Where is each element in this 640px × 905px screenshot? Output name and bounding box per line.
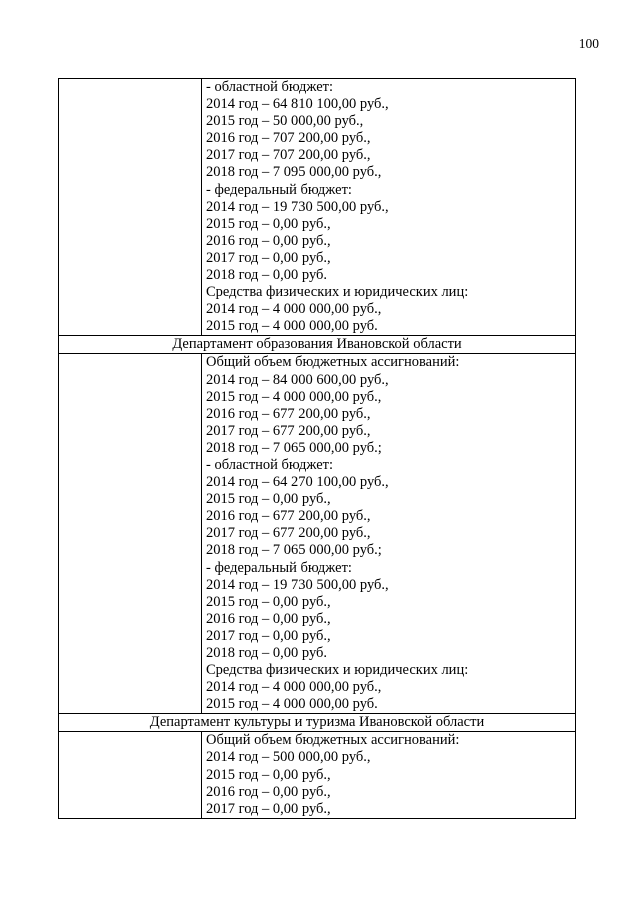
funding-line: 2018 год – 7 065 000,00 руб.; xyxy=(206,439,382,456)
funding-line: 2015 год – 4 000 000,00 руб., xyxy=(206,388,382,405)
table-body xyxy=(59,79,576,819)
funding-line: 2018 год – 0,00 руб. xyxy=(206,645,328,661)
funding-line: 2014 год – 4 000 000,00 руб., xyxy=(206,679,382,696)
funding-line: 2017 год – 707 200,00 руб., xyxy=(206,147,371,164)
funding-line: 2018 год – 7 095 000,00 руб., xyxy=(206,164,382,181)
funding-line: 2017 год – 0,00 руб., xyxy=(206,249,331,266)
funding-line: - федеральный бюджет: xyxy=(206,181,352,198)
budget-allocation-table xyxy=(58,78,576,819)
department-header: Департамент образования Ивановской области xyxy=(59,336,576,354)
funding-line: 2016 год – 677 200,00 руб., xyxy=(206,405,371,422)
department-header-row xyxy=(59,336,576,354)
funding-row xyxy=(59,732,576,818)
funding-line: 2015 год – 4 000 000,00 руб. xyxy=(206,696,378,713)
funding-line: 2018 год – 7 065 000,00 руб.; xyxy=(206,542,382,559)
page-number: 100 xyxy=(578,36,599,51)
funding-line: 2016 год – 0,00 руб., xyxy=(206,610,331,627)
funding-line: - областной бюджет: xyxy=(206,79,334,95)
department-header: Департамент культуры и туризма Ивановской области xyxy=(59,714,576,732)
funding-line: Средства физических и юридических лиц: xyxy=(206,662,469,679)
empty-label-cell xyxy=(59,79,202,336)
funding-line: 2014 год – 19 730 500,00 руб., xyxy=(206,198,389,215)
funding-line: 2015 год – 0,00 руб., xyxy=(206,766,331,783)
funding-line: 2014 год – 19 730 500,00 руб., xyxy=(206,576,389,593)
department-header-row xyxy=(59,714,576,732)
funding-line: 2017 год – 677 200,00 руб., xyxy=(206,422,371,439)
funding-line: Общий объем бюджетных ассигнований: xyxy=(206,732,460,749)
funding-line: 2014 год – 64 810 100,00 руб., xyxy=(206,96,389,113)
funding-line: - областной бюджет: xyxy=(206,456,334,473)
funding-line: 2014 год – 64 270 100,00 руб., xyxy=(206,474,389,491)
funding-line: - федеральный бюджет: xyxy=(206,559,352,576)
funding-line: 2017 год – 677 200,00 руб., xyxy=(206,525,371,542)
empty-label-cell xyxy=(59,354,202,714)
funding-row xyxy=(59,79,576,336)
funding-line: 2016 год – 707 200,00 руб., xyxy=(206,130,371,147)
funding-line: 2017 год – 0,00 руб., xyxy=(206,627,331,644)
funding-line: Средства физических и юридических лиц: xyxy=(206,284,469,301)
funding-line: 2018 год – 0,00 руб. xyxy=(206,267,328,284)
empty-label-cell xyxy=(59,732,202,818)
funding-line: 2014 год – 500 000,00 руб., xyxy=(206,749,371,766)
funding-details-cell xyxy=(202,79,576,336)
funding-line: 2016 год – 677 200,00 руб., xyxy=(206,508,371,525)
funding-line: 2016 год – 0,00 руб., xyxy=(206,232,331,249)
funding-line: 2014 год – 84 000 600,00 руб., xyxy=(206,371,389,388)
funding-line: 2015 год – 0,00 руб., xyxy=(206,593,331,610)
funding-line: 2015 год – 4 000 000,00 руб. xyxy=(206,318,378,335)
funding-line: 2015 год – 0,00 руб., xyxy=(206,491,331,508)
funding-details-cell xyxy=(202,354,576,714)
funding-line: 2015 год – 0,00 руб., xyxy=(206,215,331,232)
funding-line: Общий объем бюджетных ассигнований: xyxy=(206,354,460,371)
funding-line: 2016 год – 0,00 руб., xyxy=(206,783,331,800)
funding-line: 2015 год – 50 000,00 руб., xyxy=(206,113,364,130)
funding-line: 2014 год – 4 000 000,00 руб., xyxy=(206,301,382,318)
funding-details-cell xyxy=(202,732,576,818)
funding-row xyxy=(59,354,576,714)
funding-line: 2017 год – 0,00 руб., xyxy=(206,800,331,817)
